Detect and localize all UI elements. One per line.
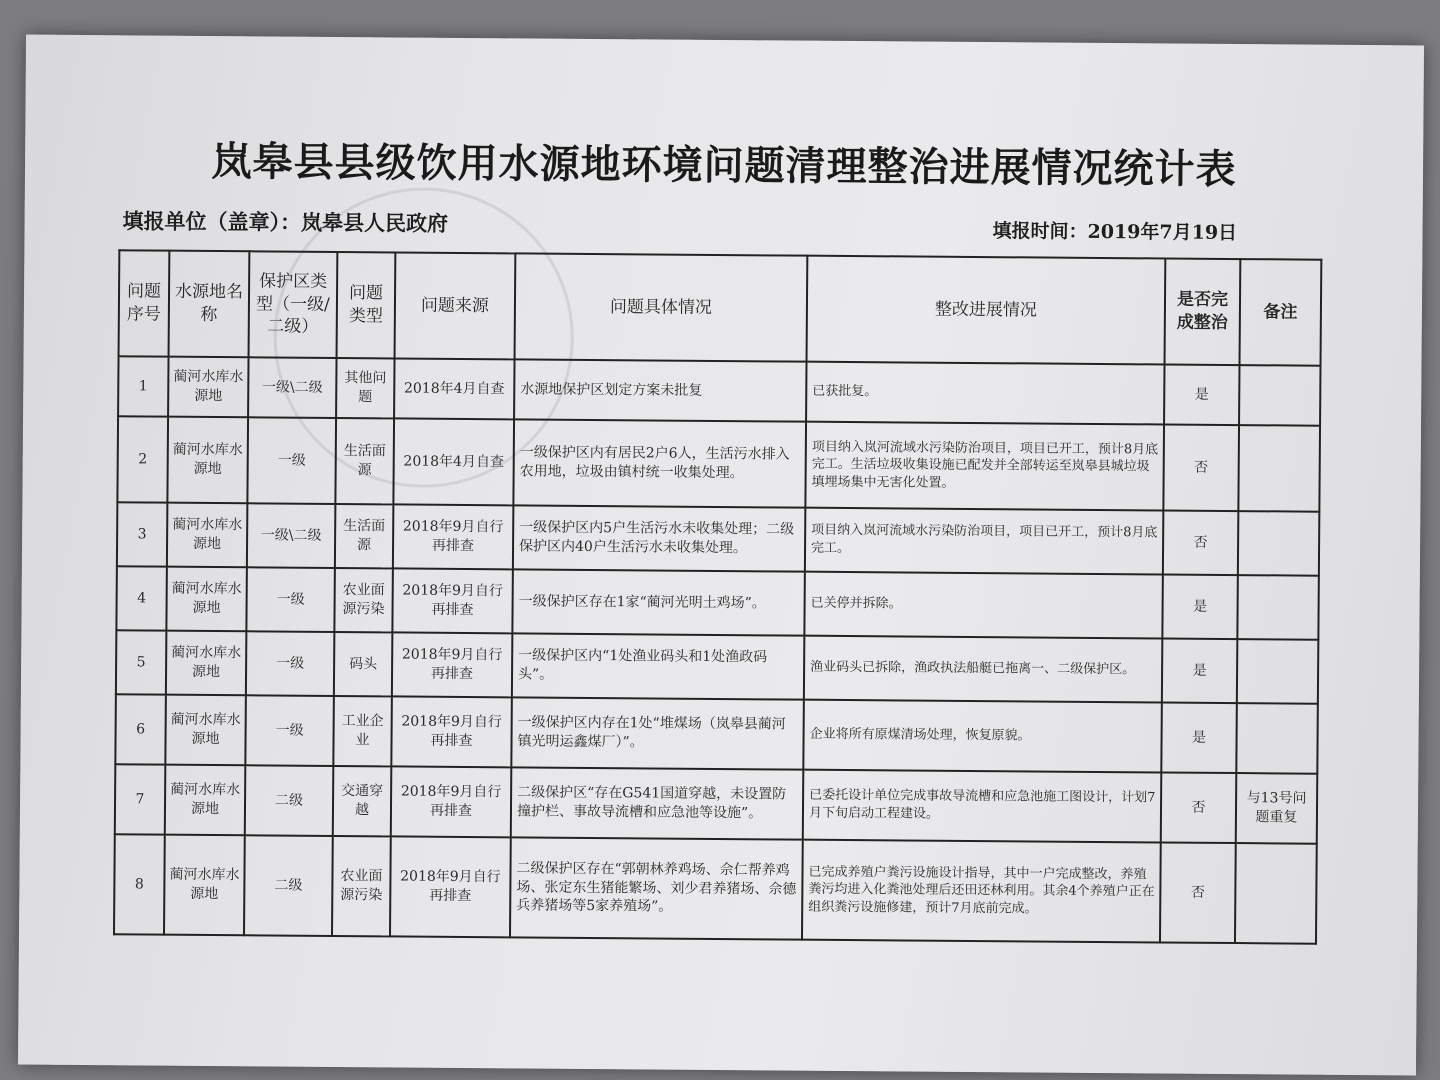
cell-done: 是 bbox=[1164, 364, 1239, 425]
cell-progress: 已关停并拆除。 bbox=[804, 572, 1162, 639]
cell-detail: 二级保护区存在“郭朝林养鸡场、佘仁帮养鸡场、张定东生猪能繁场、刘少君养猪场、佘德兵养猪场等5家养殖场”。 bbox=[510, 837, 803, 939]
header-name: 水源地名称 bbox=[169, 251, 250, 358]
cell-no: 4 bbox=[116, 566, 167, 630]
cell-progress: 已委托设计单位完成事故导流槽和应急池施工图设计，计划7月下旬启动工程建设。 bbox=[803, 770, 1162, 843]
reporting-date: 填报时间：2019年7月19日 bbox=[992, 220, 1238, 245]
cell-source: 2018年9月自行再排查 bbox=[393, 504, 513, 569]
header-type: 问题类型 bbox=[337, 252, 396, 358]
cell-done: 是 bbox=[1162, 574, 1238, 639]
cell-detail: 一级保护区内“1处渔业码头和1处渔政码头”。 bbox=[512, 633, 804, 699]
cell-name: 蔺河水库水源地 bbox=[167, 417, 248, 504]
cell-progress: 已获批复。 bbox=[806, 362, 1164, 425]
header-note: 备注 bbox=[1240, 259, 1322, 366]
cell-note: 与13号问题重复 bbox=[1236, 773, 1318, 844]
cell-done: 否 bbox=[1161, 772, 1237, 843]
table-header-row bbox=[119, 250, 1322, 365]
cell-zone: 一级\二级 bbox=[248, 357, 336, 418]
cell-type: 生活面源 bbox=[335, 418, 394, 504]
cell-zone: 一级 bbox=[245, 695, 334, 766]
table-row bbox=[116, 630, 1318, 703]
cell-source: 2018年9月自行再排查 bbox=[392, 632, 512, 697]
cell-source: 2018年9月自行再排查 bbox=[391, 766, 512, 837]
cell-note bbox=[1237, 639, 1319, 704]
cell-done: 否 bbox=[1163, 510, 1239, 575]
table-row bbox=[115, 694, 1318, 773]
cell-source: 2018年9月自行再排查 bbox=[390, 836, 511, 937]
cell-no: 2 bbox=[117, 416, 168, 502]
cell-zone: 二级 bbox=[245, 765, 334, 836]
cell-detail: 一级保护区内存在1处“堆煤场（岚皋县蔺河镇光明运鑫煤厂）”。 bbox=[511, 697, 804, 769]
cell-name: 蔺河水库水源地 bbox=[165, 765, 246, 836]
table-row bbox=[117, 416, 1320, 511]
cell-progress: 渔业码头已拆除，渔政执法船艇已拖离一、二级保护区。 bbox=[804, 636, 1162, 703]
cell-no: 6 bbox=[115, 694, 166, 764]
cell-detail: 一级保护区内有居民2户6人，生活污水排入农用地，垃圾由镇村统一收集处理。 bbox=[513, 419, 806, 507]
reporting-unit: 填报单位（盖章）：岚皋县人民政府 bbox=[122, 208, 449, 236]
cell-source: 2018年9月自行再排查 bbox=[392, 568, 512, 633]
cell-note bbox=[1235, 843, 1317, 944]
cell-source: 2018年4月自查 bbox=[393, 418, 514, 505]
cell-type: 交通穿越 bbox=[333, 766, 392, 836]
cell-type: 其他问题 bbox=[336, 358, 394, 418]
cell-zone: 一级 bbox=[246, 567, 334, 632]
cell-name: 蔺河水库水源地 bbox=[166, 631, 247, 696]
cell-zone: 一级\二级 bbox=[247, 503, 335, 568]
cell-done: 是 bbox=[1161, 702, 1237, 773]
document-page bbox=[18, 35, 1424, 1076]
table-row bbox=[118, 356, 1320, 425]
header-progress: 整改进展情况 bbox=[807, 256, 1166, 365]
cell-no: 5 bbox=[116, 630, 167, 694]
cell-name: 蔺河水库水源地 bbox=[167, 503, 248, 568]
header-zone: 保护区类型（一级/二级） bbox=[249, 251, 338, 358]
table-row bbox=[117, 502, 1319, 575]
cell-progress: 企业将所有原煤清场处理，恢复原貌。 bbox=[803, 700, 1162, 773]
cell-zone: 二级 bbox=[244, 835, 333, 936]
cell-progress: 已完成养殖户粪污设施设计指导，其中一户完成整改，养殖粪污均进入化粪池处理后还田还林利用。其余4个养殖户正在组织粪污设施修建，预计7月底前完成。 bbox=[802, 840, 1161, 943]
cell-detail: 二级保护区“存在G541国道穿越，未设置防撞护栏、事故导流槽和应急池等设施”。 bbox=[511, 767, 804, 839]
cell-type: 生活面源 bbox=[335, 504, 394, 568]
cell-note bbox=[1236, 703, 1318, 774]
cell-no: 3 bbox=[117, 502, 168, 566]
cell-name: 蔺河水库水源地 bbox=[168, 357, 248, 418]
table-row bbox=[115, 764, 1318, 843]
table-row bbox=[116, 566, 1318, 639]
cell-name: 蔺河水库水源地 bbox=[164, 835, 245, 936]
cell-name: 蔺河水库水源地 bbox=[165, 695, 246, 766]
cell-detail: 一级保护区存在1家“蔺河光明土鸡场”。 bbox=[512, 569, 804, 635]
cell-source: 2018年9月自行再排查 bbox=[391, 696, 512, 767]
document-title: 岚皋县县级饮用水源地环境问题清理整治进展情况统计表 bbox=[211, 137, 1237, 194]
cell-done: 是 bbox=[1162, 638, 1238, 703]
cell-zone: 一级 bbox=[247, 417, 336, 504]
cell-progress: 项目纳入岚河流域水污染防治项目，项目已开工，预计8月底完工。生活垃圾收集设施已配发并全部转运至岚皋县城垃圾填埋场集中无害化处置。 bbox=[805, 422, 1164, 511]
cell-note bbox=[1239, 365, 1320, 426]
cell-done: 否 bbox=[1163, 424, 1239, 511]
cell-no: 8 bbox=[114, 834, 165, 934]
table-row bbox=[114, 834, 1317, 943]
cell-note bbox=[1237, 575, 1319, 640]
cell-done: 否 bbox=[1160, 842, 1236, 943]
cell-zone: 一级 bbox=[246, 631, 334, 696]
cell-type: 农业面源污染 bbox=[334, 568, 393, 632]
cell-type: 工业企业 bbox=[333, 696, 392, 766]
cell-progress: 项目纳入岚河流域水污染防治项目，项目已开工，预计8月底完工。 bbox=[805, 508, 1163, 575]
cell-type: 码头 bbox=[334, 632, 393, 696]
cell-no: 7 bbox=[115, 764, 166, 834]
cell-no: 1 bbox=[118, 356, 168, 416]
header-done: 是否完成整治 bbox=[1165, 258, 1241, 365]
cell-note bbox=[1238, 511, 1320, 576]
cell-detail: 一级保护区内5户生活污水未收集处理；二级保护区内40户生活污水未收集处理。 bbox=[513, 505, 805, 571]
cell-name: 蔺河水库水源地 bbox=[166, 567, 247, 632]
cell-detail: 水源地保护区划定方案未批复 bbox=[514, 359, 806, 421]
cell-source: 2018年4月自查 bbox=[394, 358, 514, 419]
cell-type: 农业面源污染 bbox=[332, 836, 391, 936]
progress-table bbox=[113, 249, 1322, 944]
header-detail: 问题具体情况 bbox=[515, 253, 808, 361]
header-source: 问题来源 bbox=[395, 252, 516, 359]
cell-note bbox=[1238, 425, 1320, 512]
header-no: 问题序号 bbox=[119, 250, 170, 356]
